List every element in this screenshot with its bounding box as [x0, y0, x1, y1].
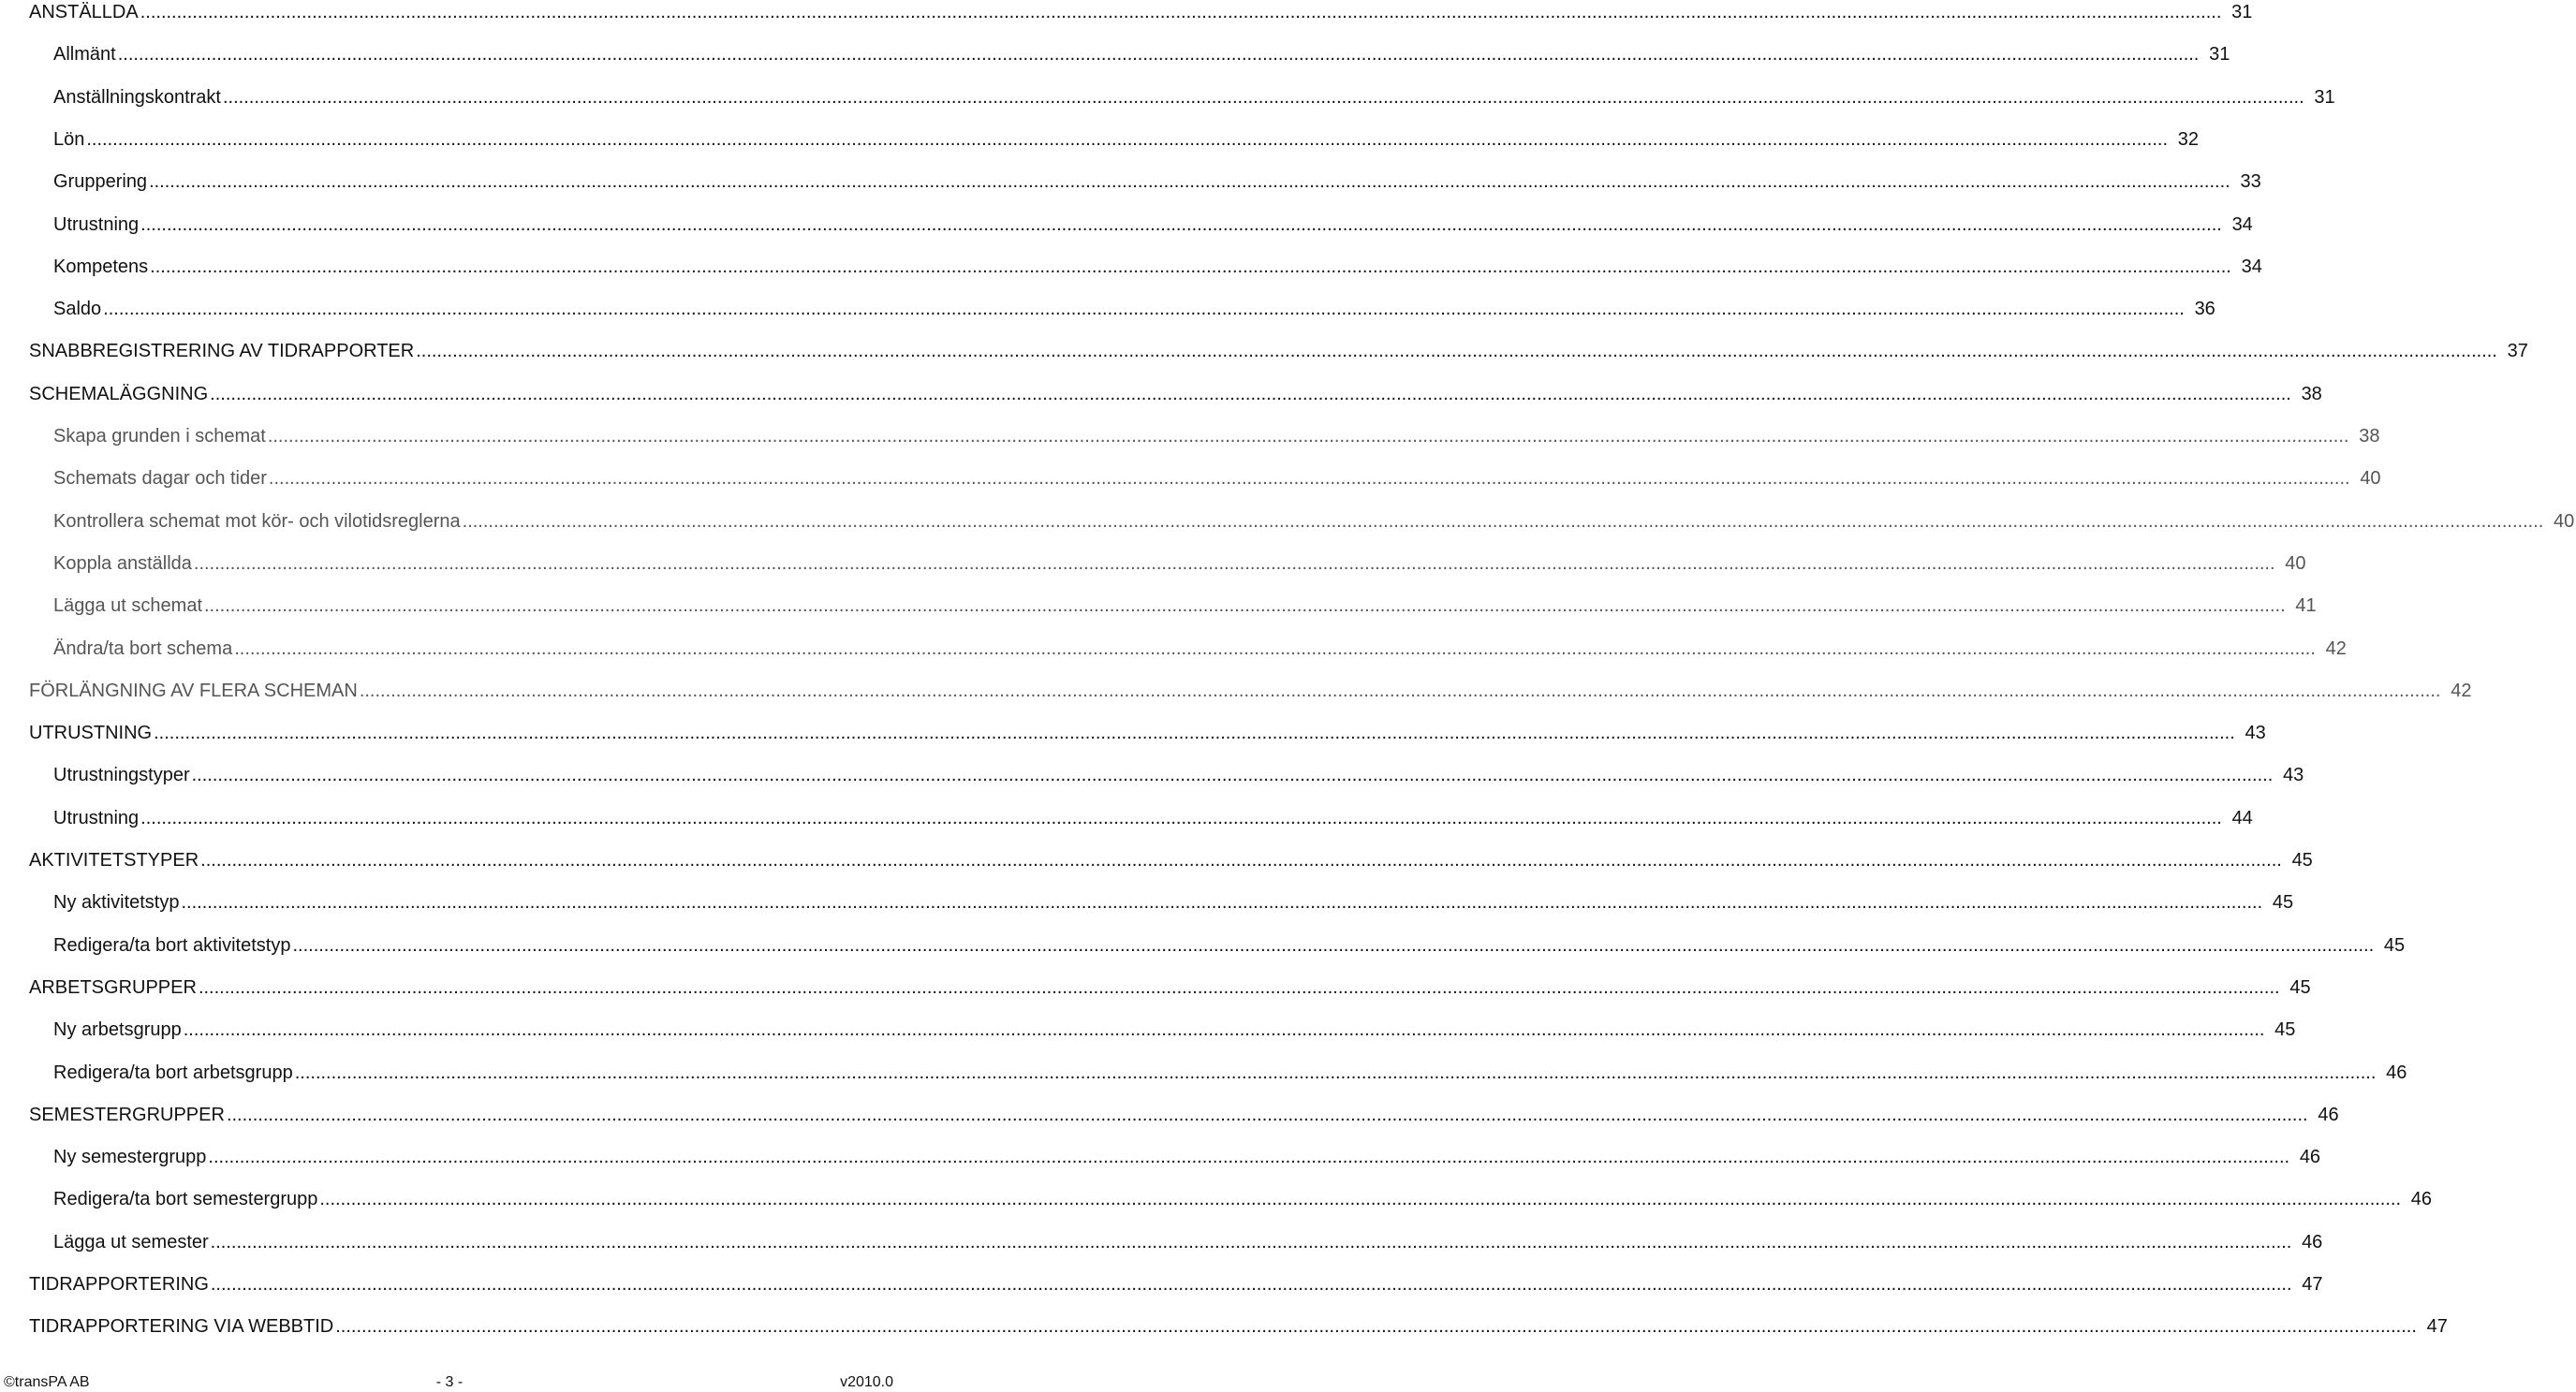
toc-dot-leader: ................................................................................................................................................................................................................................................................................................................................................................................................................ — [210, 1231, 2292, 1253]
toc-dot-leader: ................................................................................................................................................................................................................................................................................................................................................................................................................ — [149, 171, 2230, 193]
toc-entry-title: Gruppering — [53, 171, 148, 193]
toc-entry-title: Kompetens — [53, 256, 149, 277]
toc-entry-title: Skapa grunden i schemat — [53, 426, 266, 447]
toc-dot-leader: ................................................................................................................................................................................................................................................................................................................................................................................................................ — [154, 723, 2235, 744]
toc-entry[interactable] — [0, 83, 2335, 111]
toc-dot-leader: ................................................................................................................................................................................................................................................................................................................................................................................................................ — [222, 86, 2304, 108]
toc-dot-leader: ................................................................................................................................................................................................................................................................................................................................................................................................................ — [462, 510, 2544, 532]
toc-entry[interactable] — [0, 974, 2311, 1002]
footer-page-number: - 3 - — [435, 1374, 464, 1390]
toc-entry[interactable] — [0, 931, 2406, 960]
toc-entry-page: 44 — [2231, 807, 2253, 828]
toc-dot-leader: ................................................................................................................................................................................................................................................................................................................................................................................................................ — [191, 765, 2274, 786]
toc-entry[interactable] — [0, 211, 2253, 239]
toc-entry-page: 45 — [2291, 850, 2313, 871]
toc-entry-page: 42 — [2451, 680, 2472, 701]
toc-entry-page: 32 — [2177, 128, 2200, 150]
toc-entry[interactable] — [0, 1016, 2296, 1044]
toc-dot-leader: ................................................................................................................................................................................................................................................................................................................................................................................................................ — [210, 1274, 2292, 1295]
toc-entry-page: 43 — [2245, 723, 2266, 744]
toc-entry-title: Ny aktivitetstyp — [53, 892, 180, 914]
toc-entry-title: Allmänt — [53, 44, 116, 66]
toc-entry-title: Ny semestergrupp — [53, 1147, 207, 1168]
toc-entry-page: 40 — [2360, 468, 2381, 490]
toc-dot-leader: ................................................................................................................................................................................................................................................................................................................................................................................................................ — [140, 213, 2222, 235]
toc-entry-page: 45 — [2274, 1019, 2296, 1041]
toc-entry-title: Utrustning — [53, 213, 140, 235]
toc-entry[interactable] — [0, 380, 2322, 408]
toc-entry-title: TIDRAPPORTERING — [29, 1274, 209, 1295]
toc-entry[interactable] — [0, 1185, 2433, 1213]
toc-entry-page: 34 — [2241, 256, 2262, 277]
toc-entry[interactable] — [0, 422, 2380, 450]
toc-entry[interactable] — [0, 846, 2313, 874]
toc-dot-leader: ................................................................................................................................................................................................................................................................................................................................................................................................................ — [140, 807, 2222, 828]
toc-entry-page: 31 — [2231, 2, 2253, 22]
toc-entry-title: Utrustning — [53, 807, 140, 828]
toc-dot-leader: ................................................................................................................................................................................................................................................................................................................................................................................................................ — [268, 468, 2350, 490]
toc-entry-title: Lägga ut semester — [53, 1231, 209, 1253]
toc-dot-leader: ................................................................................................................................................................................................................................................................................................................................................................................................................ — [292, 934, 2375, 956]
toc-dot-leader: ................................................................................................................................................................................................................................................................................................................................................................................................................ — [103, 299, 2185, 320]
toc-entry[interactable] — [0, 1312, 2448, 1341]
toc-dot-leader: ................................................................................................................................................................................................................................................................................................................................................................................................................ — [294, 1062, 2377, 1083]
toc-dot-leader: ................................................................................................................................................................................................................................................................................................................................................................................................................ — [117, 44, 2200, 66]
toc-dot-leader: ................................................................................................................................................................................................................................................................................................................................................................................................................ — [150, 256, 2231, 277]
toc-entry-page: 31 — [2209, 44, 2230, 66]
toc-entry-page: 47 — [2426, 1316, 2448, 1338]
toc-entry-page: 47 — [2302, 1274, 2323, 1295]
toc-entry-title: Kontrollera schemat mot kör- och vilotidsreglerna — [53, 510, 461, 532]
toc-entry[interactable] — [0, 719, 2266, 747]
toc-entry[interactable] — [0, 1059, 2407, 1087]
toc-entry[interactable] — [0, 253, 2262, 281]
toc-dot-leader: ................................................................................................................................................................................................................................................................................................................................................................................................................ — [226, 1104, 2308, 1125]
toc-entry[interactable] — [0, 1228, 2323, 1256]
toc-dot-leader: ................................................................................................................................................................................................................................................................................................................................................................................................................ — [140, 2, 2222, 22]
toc-entry[interactable] — [0, 0, 2253, 26]
toc-entry-page: 45 — [2289, 976, 2311, 998]
toc-dot-leader: ................................................................................................................................................................................................................................................................................................................................................................................................................ — [181, 892, 2263, 914]
toc-entry[interactable] — [0, 761, 2304, 789]
toc-entry-page: 46 — [2302, 1231, 2323, 1253]
toc-entry[interactable] — [0, 804, 2253, 832]
toc-entry-page: 45 — [2272, 892, 2294, 914]
toc-dot-leader: ................................................................................................................................................................................................................................................................................................................................................................................................................ — [210, 383, 2291, 404]
toc-entry-title: Redigera/ta bort arbetsgrupp — [53, 1062, 293, 1083]
toc-entry-page: 36 — [2194, 299, 2215, 320]
toc-entry-page: 38 — [2359, 426, 2380, 447]
toc-entry-page: 42 — [2325, 637, 2347, 659]
toc-entry-title: Lägga ut schemat — [53, 595, 202, 617]
toc-entry-page: 46 — [2410, 1189, 2433, 1210]
toc-entry-title: ARBETSGRUPPER — [29, 976, 197, 998]
toc-entry[interactable] — [0, 464, 2381, 492]
toc-dot-leader: ................................................................................................................................................................................................................................................................................................................................................................................................................ — [267, 426, 2349, 447]
toc-entry-title: Redigera/ta bort aktivitetstyp — [53, 934, 291, 956]
toc-entry-title: FÖRLÄNGNING AV FLERA SCHEMAN — [29, 680, 358, 701]
toc-entry-title: Schemats dagar och tider — [53, 468, 267, 490]
toc-entry[interactable] — [0, 549, 2306, 578]
toc-dot-leader: ................................................................................................................................................................................................................................................................................................................................................................................................................ — [208, 1147, 2290, 1168]
toc-entry-page: 37 — [2507, 341, 2528, 362]
toc-entry-title: Ny arbetsgrupp — [53, 1019, 182, 1041]
toc-entry-title: Ändra/ta bort schema — [53, 637, 233, 659]
toc-entry-page: 43 — [2283, 765, 2304, 786]
toc-entry-title: Koppla anställda — [53, 552, 192, 574]
toc-entry-title: Saldo — [53, 299, 102, 320]
toc-entry-page: 38 — [2301, 383, 2322, 404]
toc-entry-title: Utrustningstyper — [53, 765, 190, 786]
toc-entry[interactable] — [0, 507, 2575, 535]
toc-entry[interactable] — [0, 1101, 2339, 1129]
toc-entry-title: Anställningskontrakt — [53, 86, 221, 108]
toc-entry-page: 41 — [2295, 595, 2317, 617]
toc-entry-title: Redigera/ta bort semestergrupp — [53, 1189, 318, 1210]
toc-entry-title: TIDRAPPORTERING VIA WEBBTID — [29, 1316, 334, 1338]
toc-entry-page: 40 — [2285, 552, 2306, 574]
toc-entry[interactable] — [0, 40, 2230, 68]
toc-entry-page: 34 — [2231, 213, 2253, 235]
toc-entry[interactable] — [0, 592, 2317, 620]
toc-entry-title: SEMESTERGRUPPER — [29, 1104, 225, 1125]
toc-entry-title: SCHEMALÄGGNING — [29, 383, 209, 404]
toc-dot-leader: ................................................................................................................................................................................................................................................................................................................................................................................................................ — [234, 637, 2316, 659]
toc-entry-title: Lön — [53, 128, 85, 150]
page-footer — [0, 1372, 899, 1392]
toc-entry[interactable] — [0, 1270, 2323, 1298]
footer-version: v2010.0 — [840, 1374, 893, 1390]
toc-entry-page: 31 — [2314, 86, 2335, 108]
toc-entry[interactable] — [0, 888, 2294, 916]
toc-dot-leader: ................................................................................................................................................................................................................................................................................................................................................................................................................ — [359, 680, 2441, 701]
toc-dot-leader: ................................................................................................................................................................................................................................................................................................................................................................................................................ — [183, 1019, 2265, 1041]
toc-dot-leader: ................................................................................................................................................................................................................................................................................................................................................................................................................ — [193, 552, 2275, 574]
toc-entry-page: 40 — [2554, 510, 2575, 532]
toc-dot-leader: ................................................................................................................................................................................................................................................................................................................................................................................................................ — [335, 1316, 2417, 1338]
toc-entry[interactable] — [0, 1143, 2321, 1171]
toc-entry-title: UTRUSTNING — [29, 723, 153, 744]
toc-entry-title: SNABBREGISTRERING AV TIDRAPPORTER — [29, 341, 415, 362]
toc-entry[interactable] — [0, 125, 2200, 154]
toc-entry-page: 33 — [2240, 171, 2261, 193]
toc-entry[interactable] — [0, 168, 2261, 196]
toc-dot-leader: ................................................................................................................................................................................................................................................................................................................................................................................................................ — [416, 341, 2497, 362]
toc-entry-title: AKTIVITETSTYPER — [29, 850, 199, 871]
toc-entry-page: 46 — [2318, 1104, 2339, 1125]
toc-entry-title: ANSTÄLLDA — [29, 2, 139, 22]
toc-entry[interactable] — [0, 635, 2347, 663]
footer-copyright: ©transPA AB — [4, 1374, 90, 1390]
toc-entry[interactable] — [0, 677, 2472, 705]
toc-entry-page: 45 — [2383, 934, 2406, 956]
toc-dot-leader: ................................................................................................................................................................................................................................................................................................................................................................................................................ — [319, 1189, 2402, 1210]
toc-dot-leader: ................................................................................................................................................................................................................................................................................................................................................................................................................ — [86, 128, 2169, 150]
toc-entry-page: 46 — [2299, 1147, 2321, 1168]
toc-entry-page: 46 — [2386, 1062, 2407, 1083]
toc-entry[interactable] — [0, 295, 2215, 323]
toc-dot-leader: ................................................................................................................................................................................................................................................................................................................................................................................................................ — [198, 976, 2280, 998]
toc-entry[interactable] — [0, 337, 2528, 365]
toc-dot-leader: ................................................................................................................................................................................................................................................................................................................................................................................................................ — [200, 850, 2282, 871]
toc-dot-leader: ................................................................................................................................................................................................................................................................................................................................................................................................................ — [204, 595, 2286, 617]
